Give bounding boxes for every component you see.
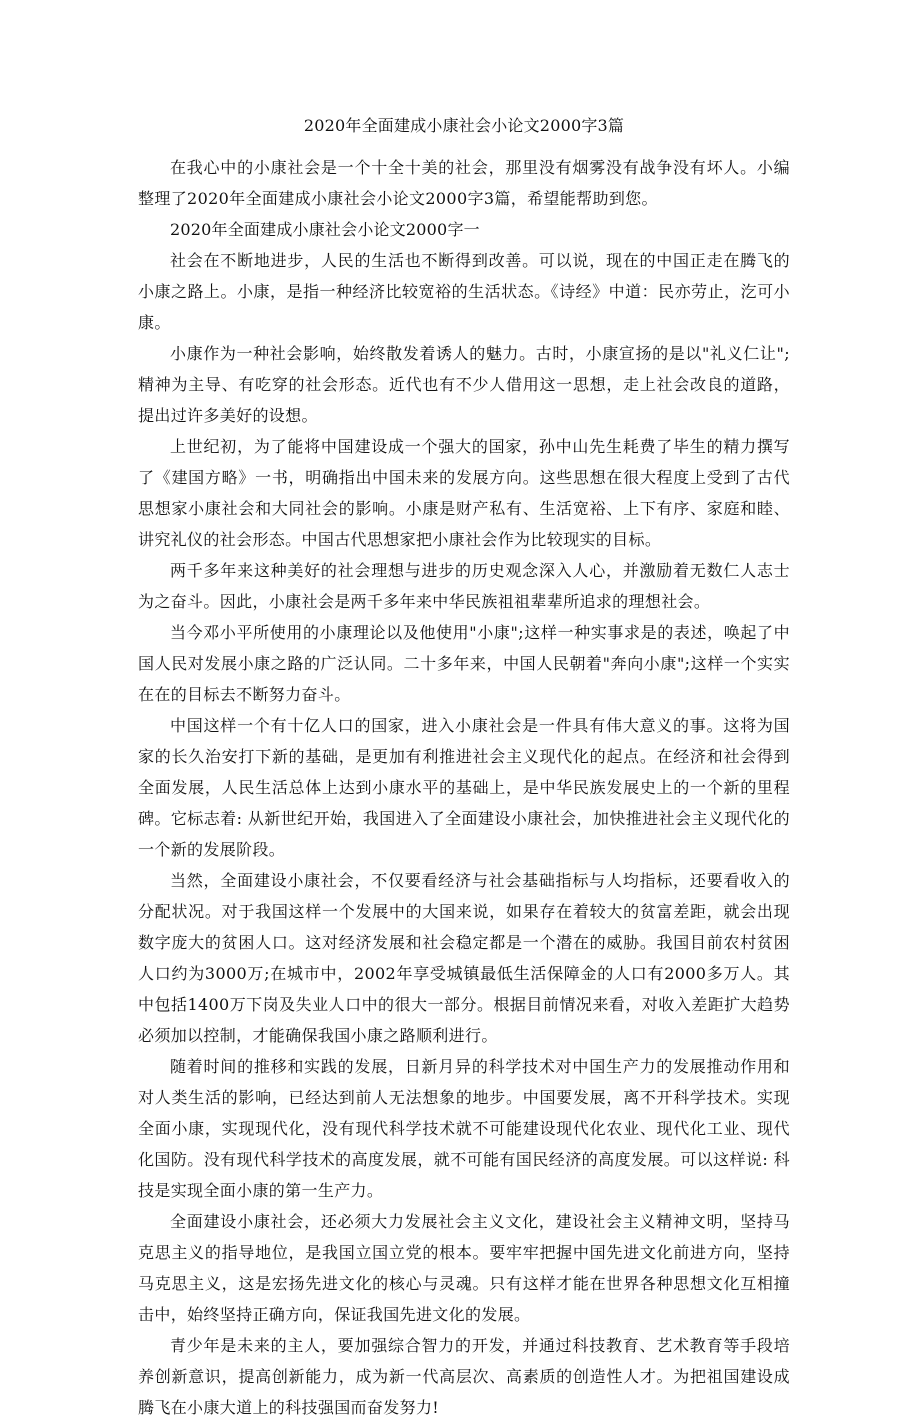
document-title: 2020年全面建成小康社会小论文2000字3篇 [303,116,625,135]
section-heading: 2020年全面建成小康社会小论文2000字一 [170,220,480,239]
body-paragraph: 当今邓小平所使用的小康理论以及他使用"小康";这样一种实事求是的表述，唤起了中国人民对发展小康之路的广泛认同。二十多年来，中国人民朝着"奔向小康";这样一个实实在在的目标去不断努力奋斗。 [138,623,790,704]
body-paragraph: 中国这样一个有十亿人口的国家，进入小康社会是一件具有伟大意义的事。这将为国家的长久治安打下新的基础，是更加有利推进社会主义现代化的起点。在经济和社会得到全面发展，人民生活总体上达到小康水平的基础上，是中华民族发展史上的一个新的里程碑。它标志着: 从新世纪开始，我国进入了全面建设小康社会，加快推进社会主义现代化的一个新的发展阶段。 [138,716,790,859]
body-paragraph: 全面建设小康社会，还必须大力发展社会主义文化，建设社会主义精神文明，坚持马克思主义的指导地位，是我国立国立党的根本。要牢牢把握中国先进文化前进方向，坚持马克思主义，这是宏扬先进文化的核心与灵魂。只有这样才能在世界各种思想文化互相撞击中，始终坚持正确方向，保证我国先进文化的发展。 [138,1212,790,1324]
body-paragraph: 小康作为一种社会影响，始终散发着诱人的魅力。古时，小康宣扬的是以"礼义仁让";精神为主导、有吃穿的社会形态。近代也有不少人借用这一思想，走上社会改良的道路，提出过许多美好的设想。 [138,344,790,425]
body-paragraph: 随着时间的推移和实践的发展，日新月异的科学技术对中国生产力的发展推动作用和对人类生活的影响，已经达到前人无法想象的地步。中国要发展，离不开科学技术。实现全面小康，实现现代化，没有现代科学技术就不可能建设现代化农业、现代化工业、现代化国防。没有现代科学技术的高度发展，就不可能有国民经济的高度发展。可以这样说: 科技是实现全面小康的第一生产力。 [138,1057,790,1200]
body-paragraph: 青少年是未来的主人，要加强综合智力的开发，并通过科技教育、艺术教育等手段培养创新意识，提高创新能力，成为新一代高层次、高素质的创造性人才。为把祖国建设成腾飞在小康大道上的科技强国而奋发努力! [138,1336,790,1417]
body-paragraph: 上世纪初，为了能将中国建设成一个强大的国家，孙中山先生耗费了毕生的精力撰写了《建国方略》一书，明确指出中国未来的发展方向。这些思想在很大程度上受到了古代思想家小康社会和大同社会的影响。小康是财产私有、生活宽裕、上下有序、家庭和睦、讲究礼仪的社会形态。中国古代思想家把小康社会作为比较现实的目标。 [138,437,790,549]
body-paragraph: 两千多年来这种美好的社会理想与进步的历史观念深入人心，并激励着无数仁人志士为之奋斗。因此，小康社会是两千多年来中华民族祖祖辈辈所追求的理想社会。 [138,561,790,611]
body-paragraph: 社会在不断地进步，人民的生活也不断得到改善。可以说，现在的中国正走在腾飞的小康之路上。小康，是指一种经济比较宽裕的生活状态。《诗经》中道：民亦劳止，汔可小康。 [138,251,790,332]
body-paragraph: 当然，全面建设小康社会，不仅要看经济与社会基础指标与人均指标，还要看收入的分配状况。对于我国这样一个发展中的大国来说，如果存在着较大的贫富差距，就会出现数字庞大的贫困人口。这对经济发展和社会稳定都是一个潜在的威胁。我国目前农村贫困人口约为3000万;在城市中，2002年享受城镇最低生活保障金的人口有2000多万人。其中包括1400万下岗及失业人口中的很大一部分。根据目前情况来看，对收入差距扩大趋势必须加以控制，才能确保我国小康之路顺利进行。 [138,871,790,1045]
intro-paragraph: 在我心中的小康社会是一个十全十美的社会，那里没有烟雾没有战争没有坏人。小编整理了2020年全面建成小康社会小论文2000字3篇，希望能帮助到您。 [138,158,790,208]
